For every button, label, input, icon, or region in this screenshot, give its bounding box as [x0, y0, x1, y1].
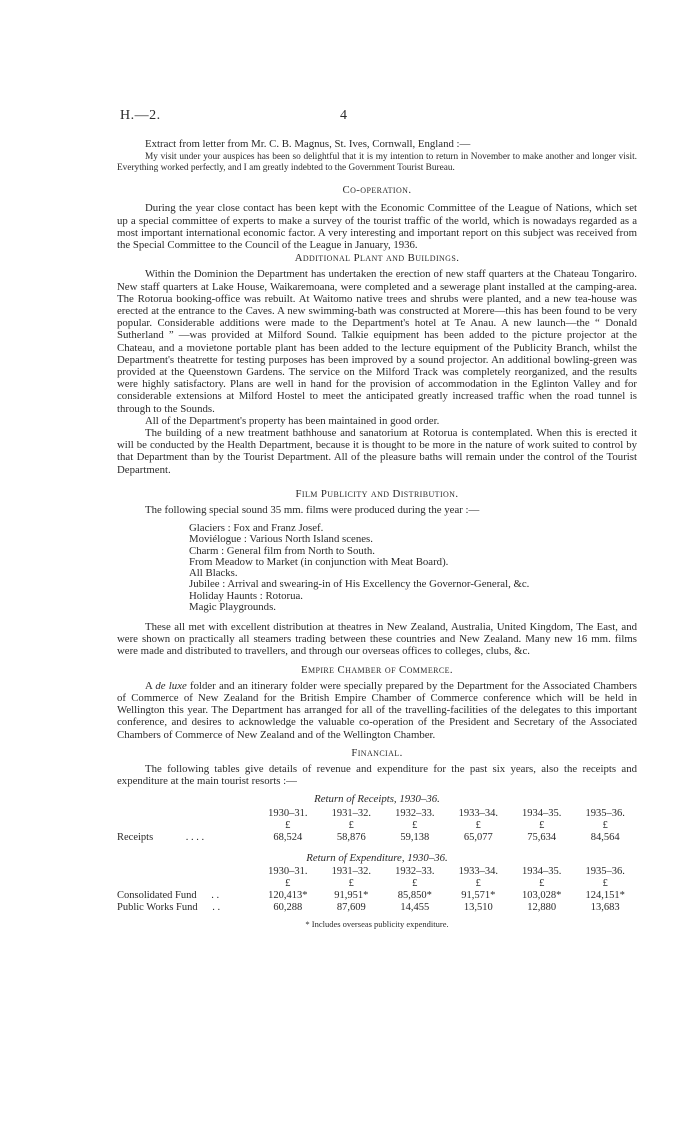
- year-header: 1935–36.: [585, 807, 625, 819]
- expenditure-year-row: [117, 866, 637, 878]
- plant-paragraph-3: The building of a new treatment bathhouse and sanatorium at Rotorua is contemplated. When this is erected it will be conducted by the Health Department, because it is thought to be more in the nature of work suited to control by that Department than by the Tourist Department. All of the pleasure baths will remain under the control of the Tourist Department.: [117, 427, 637, 476]
- film-intro: The following special sound 35 mm. films were produced during the year :—: [145, 504, 480, 517]
- year-header: 1932–33.: [395, 807, 435, 819]
- document-body: [117, 138, 637, 930]
- film-item: From Meadow to Market (in conjunction with Meat Board).: [189, 555, 449, 568]
- film-item: Jubilee : Arrival and swearing-in of His Excellency the Governor-General, &c.: [189, 578, 530, 591]
- table-footnote: * Includes overseas publicity expenditure.: [305, 918, 449, 929]
- table-cell: 68,524: [273, 831, 303, 843]
- financial-intro: The following tables give details of revenue and expenditure for the past six years, also the receipts and expenditure at the main tourist resorts :—: [117, 762, 637, 788]
- film-item: Holiday Haunts : Rotorua.: [189, 589, 303, 602]
- expenditure-unit-row: [117, 878, 637, 890]
- plant-paragraph-1: Within the Dominion the Department has undertaken the erection of new staff quarters at the Chateau Tongariro. New staff quarters at Lake House, Waikaremoana, were completed and a sewerage plant installed at the camping-area. The Rotorua booking-office was rebuilt. At Waitomo native trees and shrubs were planted, and a new tea-house was erected at the entrance to the Caves. A new swimming-bath was constructed at Morere—this has been found to be very popular. Considerable additions were made to the Department's hotel at Te Anau. A new launch—the “ Donald Sutherland ” —was provided at Milford Sound. Talkie equipment has been added to the picture projector at the Chateau, and a movietone portable plant has been added to the lecture equipment of the Publicity Branch, whilst the Department's theatrette for testing purposes has been improved by a sound projector. An additional bowling-green was provided at the Queenstown Gardens. The service on the Milford Track was completely reorganized, and the results were highly satisfactory. Plans are well in hand for the provision of accommodation in the Eglinton Valley and for considerable extensions at Milford Hostel to meet the anticipated greatly increased traffic when the road tunnel is through to the Sounds.: [117, 268, 637, 415]
- film-list: [189, 523, 637, 613]
- currency-unit: £: [348, 877, 354, 889]
- table-cell: 84,564: [590, 831, 620, 843]
- receipts-table-title: Return of Receipts, 1930–36.: [314, 793, 440, 806]
- table-cell: 58,876: [336, 831, 366, 843]
- currency-unit: £: [348, 819, 354, 831]
- table-row: [117, 902, 637, 914]
- year-header: 1934–35.: [522, 865, 562, 877]
- section-heading-film: Film Publicity and Distribution.: [295, 487, 459, 500]
- extract-quote: My visit under your auspices has been so delightful that it is my intention to return in November to make another and longer visit. Everything worked perfectly, and I am greatly indebted to the Government Tourist Bureau.: [117, 152, 637, 174]
- section-heading-empire: Empire Chamber of Commerce.: [301, 663, 453, 676]
- film-item: Moviélogue : Various North Island scenes.: [189, 533, 373, 546]
- table-row: [117, 890, 637, 902]
- page-number: 4: [340, 108, 347, 123]
- currency-unit: £: [539, 819, 545, 831]
- year-header: 1930–31.: [268, 865, 308, 877]
- row-label: Receipts . . . .: [117, 831, 205, 843]
- currency-unit: £: [412, 877, 418, 889]
- receipts-year-row: [117, 808, 637, 820]
- table-cell: 87,609: [336, 901, 366, 913]
- table-cell: 120,413*: [268, 889, 308, 901]
- currency-unit: £: [412, 819, 418, 831]
- table-cell: 13,683: [590, 901, 620, 913]
- year-header: 1932–33.: [395, 865, 435, 877]
- year-header: 1931–32.: [331, 865, 371, 877]
- currency-unit: £: [602, 819, 608, 831]
- table-cell: 59,138: [400, 831, 430, 843]
- year-header: 1930–31.: [268, 807, 308, 819]
- table-cell: 103,028*: [522, 889, 562, 901]
- expenditure-table: [117, 866, 637, 914]
- section-heading-cooperation: Co-operation.: [342, 184, 412, 197]
- currency-unit: £: [475, 819, 481, 831]
- receipts-unit-row: [117, 820, 637, 832]
- row-label: Consolidated Fund . .: [117, 889, 220, 901]
- empire-paragraph: [117, 680, 637, 741]
- currency-unit: £: [285, 819, 291, 831]
- empire-text: folder and an itinerary folder were specially prepared by the Department for the Associated Chambers of Commerce of New Zealand for the British Empire Chamber of Commerce conference which will be held in Wellington this year. The Department has arranged for all of the travelling-facilities of the delegates to this important conference, and desires to acknowledge the valuable co-operation of the President and Secretary of the Associated Chambers of Commerce of New Zealand and of the Wellington Chamber.: [117, 679, 638, 741]
- section-heading-plant: Additional Plant and Buildings.: [294, 252, 460, 265]
- section-heading-financial: Financial.: [351, 746, 403, 759]
- table-cell: 91,951*: [334, 889, 369, 901]
- de-luxe-italic: de luxe: [155, 679, 187, 692]
- row-label: Public Works Fund . .: [117, 901, 221, 913]
- year-header: 1933–34.: [458, 807, 498, 819]
- empire-lead: A: [145, 679, 153, 692]
- document-reference: H.—2.: [120, 108, 161, 123]
- table-cell: 13,510: [463, 901, 493, 913]
- film-item: Charm : General film from North to South.: [189, 544, 375, 557]
- year-header: 1934–35.: [522, 807, 562, 819]
- receipts-table: [117, 808, 637, 844]
- table-cell: 85,850*: [397, 889, 432, 901]
- plant-paragraph-2: All of the Department's property has been maintained in good order.: [145, 414, 440, 427]
- table-cell: 91,571*: [461, 889, 496, 901]
- cooperation-paragraph: During the year close contact has been kept with the Economic Committee of the League of Nations, which set up a special committee of experts to make a survey of the tourist traffic of the world, which is nowadays regarded as a most important international economic factor. A very interesting and important report on this subject was received from the Special Committee to the Council of the League in January, 1936.: [117, 202, 637, 252]
- film-distribution-paragraph: These all met with excellent distribution at theatres in New Zealand, Australia, United Kingdom, The East, and were shown on practically all steamers trading between these countries and New Zealand. Many new 16 mm. films were made and distributed to travellers, and through our overseas offices to colleges, clubs, &c.: [117, 620, 637, 658]
- expenditure-table-title: Return of Expenditure, 1930–36.: [306, 851, 448, 864]
- table-cell: 75,634: [527, 831, 557, 843]
- extract-intro: Extract from letter from Mr. C. B. Magnus, St. Ives, Cornwall, England :—: [145, 138, 471, 150]
- table-cell: 12,880: [527, 901, 557, 913]
- table-row: [117, 832, 637, 844]
- currency-unit: £: [475, 877, 481, 889]
- film-item: Magic Playgrounds.: [189, 600, 276, 613]
- year-header: 1933–34.: [458, 865, 498, 877]
- film-item: Glaciers : Fox and Franz Josef.: [189, 522, 324, 535]
- table-cell: 14,455: [400, 901, 430, 913]
- film-item: All Blacks.: [189, 567, 238, 580]
- currency-unit: £: [285, 877, 291, 889]
- table-cell: 60,288: [273, 901, 303, 913]
- table-cell: 124,151*: [585, 889, 625, 901]
- year-header: 1931–32.: [331, 807, 371, 819]
- year-header: 1935–36.: [585, 865, 625, 877]
- currency-unit: £: [539, 877, 545, 889]
- table-cell: 65,077: [463, 831, 493, 843]
- currency-unit: £: [602, 877, 608, 889]
